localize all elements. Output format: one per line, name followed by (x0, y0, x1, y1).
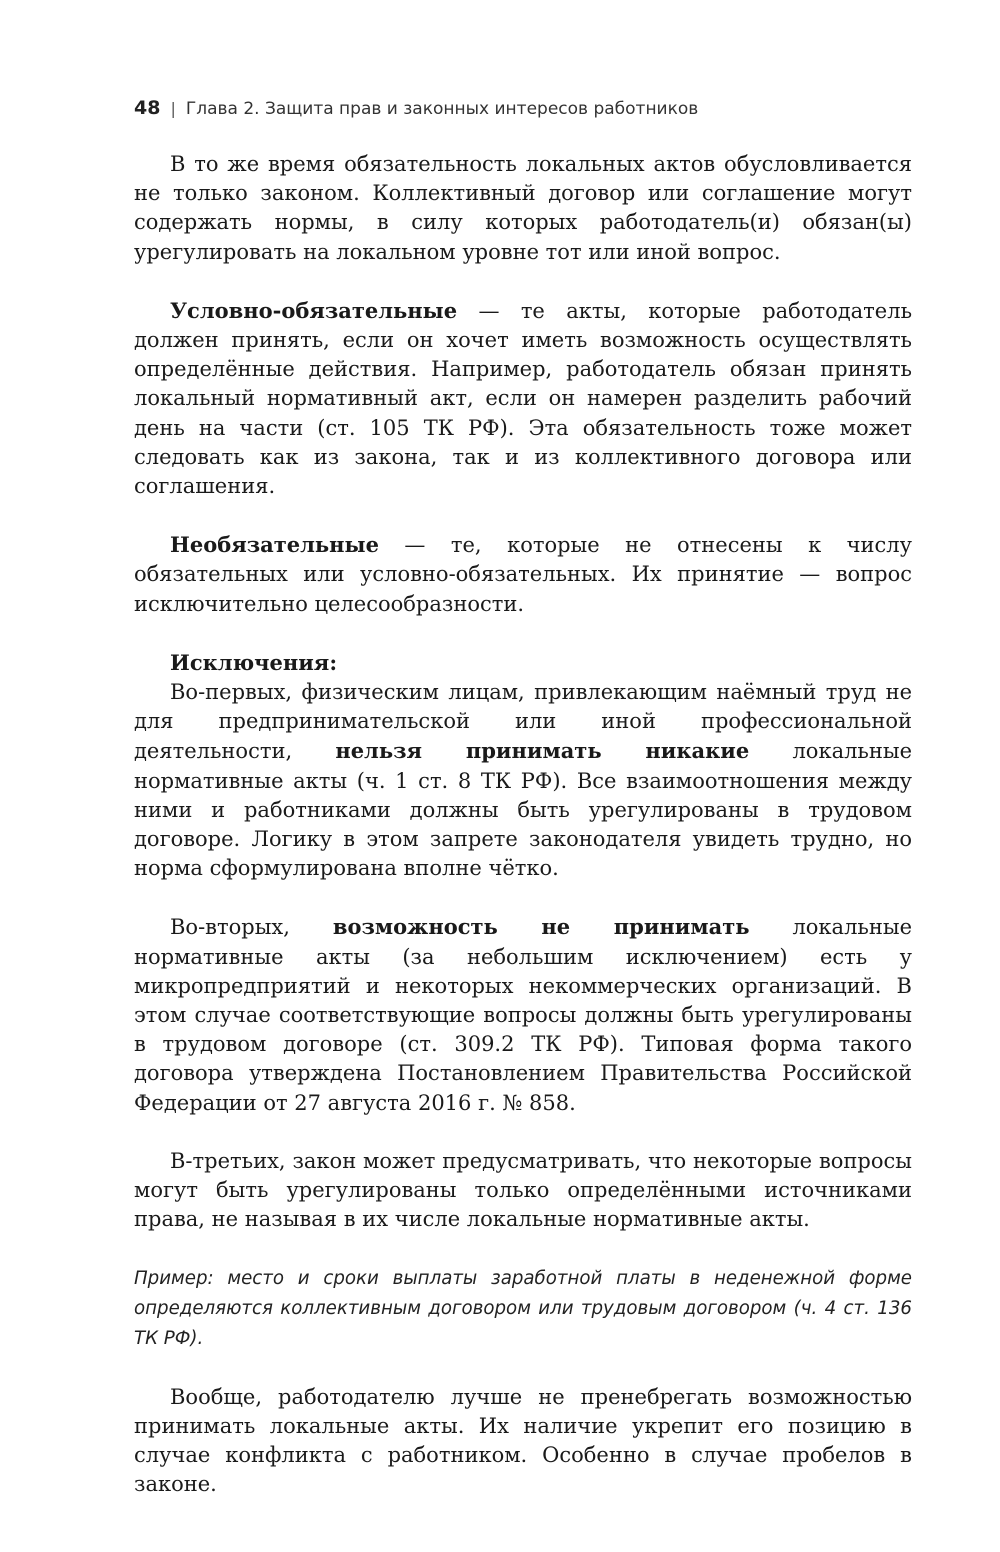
exception-first-end: локальные нормативные акты (ч. 1 ст. 8 ТК РФ). Все взаимоотношения между ними и работниками должны быть урегулированы в трудовом договоре. Логику в этом запрете законодателя увидеть трудно, но норма сформулирована вполне чётко. (134, 739, 913, 881)
example-note: Пример: место и сроки выплаты заработной платы в неденежной форме определяются коллективным договором или трудовым договором (ч. 4 ст. 136 ТК РФ). (134, 1267, 912, 1349)
exception-second-end: локальные нормативные акты (за небольшим исключением) есть у микропредприятий и некоторых некоммерческих организаций. В этом случае соответствующие вопросы должны быть урегулированы в трудовом договоре (ст. 309.2 ТК РФ). Типовая форма такого договора утверждена Постановлением Правительства Российской Федерации от 27 августа 2016 г. № 858. (134, 915, 912, 1115)
running-head (134, 92, 912, 124)
chapter-title: Глава 2. Защита прав и законных интересов работников (185, 99, 699, 119)
paragraph-conclusion: Вообще, работодателю лучше не пренебрегать возможностью принимать локальные акты. Их наличие укрепит его позицию в случае конфликта с работником. Особенно в случае пробелов в законе. (134, 1384, 912, 1497)
paragraph-exception-first (134, 678, 912, 883)
book-page (134, 92, 912, 1499)
exception-second-bold: возможность не принимать (332, 914, 750, 940)
paragraph-conditionally-mandatory (134, 296, 912, 501)
paragraph-exception-third: В-третьих, закон может предусматривать, что некоторые вопросы могут быть урегулированы только определёнными источниками права, не называя в их числе локальные нормативные акты. (134, 1148, 912, 1232)
paragraph-optional (134, 530, 912, 619)
paragraph-exception-second (134, 912, 912, 1117)
term-conditionally-mandatory: Условно-обязательные (170, 297, 458, 323)
exception-second-start: Во-вторых, (170, 915, 333, 940)
paragraph-obligation-by-agreement: В то же время обязательность локальных актов обусловливается не только законом. Коллективный договор или соглашение могут содержать нормы, в силу которых работодатель(и) обязан(ы) урегулировать на локальном уровне тот или иной вопрос. (134, 152, 912, 264)
term-optional: Необязательные (170, 532, 379, 558)
page-number: 48 (134, 97, 161, 119)
exceptions-heading-text: Исключения: (170, 649, 338, 675)
definition-optional: — те, которые не отнесены к числу обязательных или условно-обязательных. Их принятие — вопрос исключительно целесообразности. (134, 533, 912, 616)
exception-first-bold: нельзя принимать никакие (335, 738, 750, 764)
exceptions-heading (134, 648, 912, 678)
body-text (134, 150, 912, 1499)
exception-first-start: Во-первых, физическим лицам, привлекающим наёмный труд не для предпринимательской или иной профессиональной деятельности, (134, 680, 912, 764)
header-separator: | (170, 99, 176, 118)
definition-conditionally-mandatory: — те акты, которые работодатель должен принять, если он хочет иметь возможность осуществлять определённые действия. Например, работодатель обязан принять локальный нормативный акт, если он намерен разделить рабочий день на части (ст. 105 ТК РФ). Эта обязательность тоже может следовать как из закона, так и из коллективного договора или соглашения. (134, 298, 912, 499)
